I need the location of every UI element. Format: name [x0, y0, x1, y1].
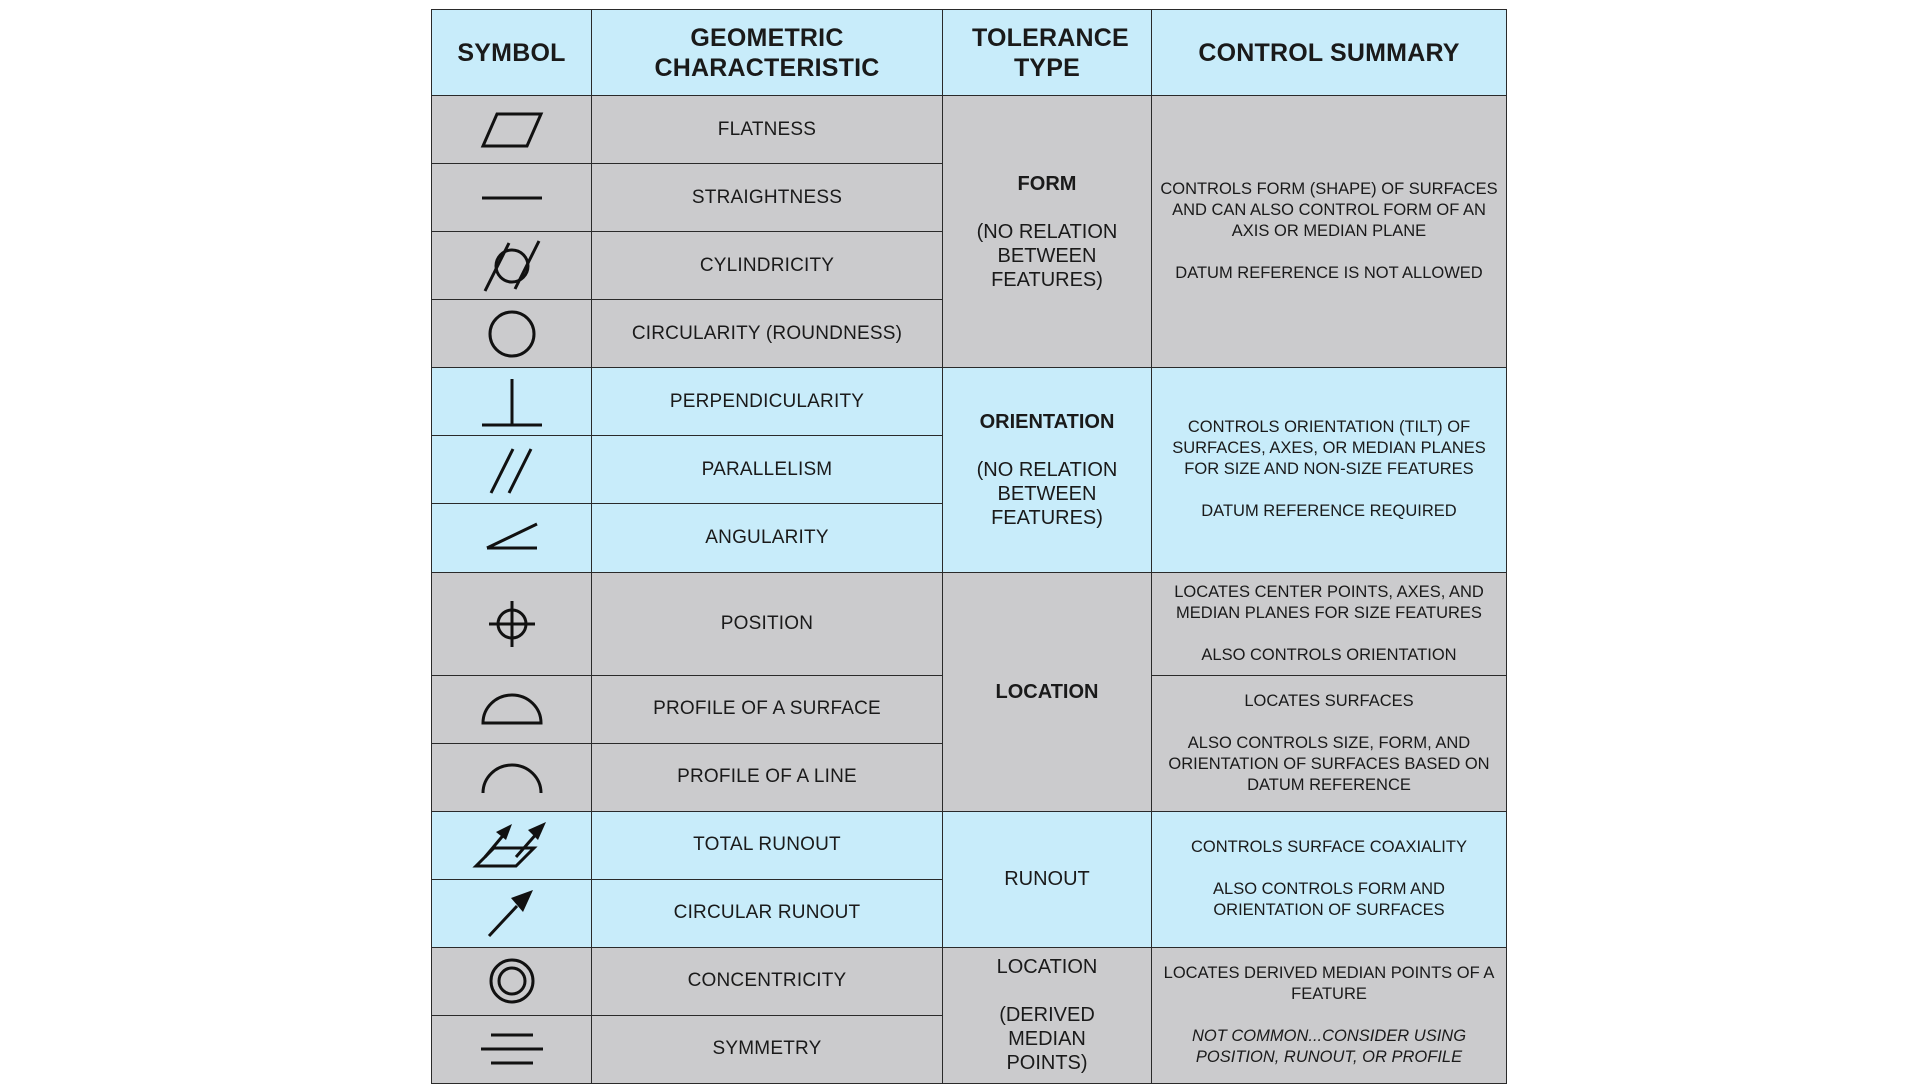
- symbol-cell: [432, 96, 592, 164]
- symbol-cell: [432, 743, 592, 811]
- tolerance-type-location: [943, 572, 1152, 811]
- symbol-cell: [432, 572, 592, 675]
- tolerance-type-location-label: LOCATION: [995, 680, 1099, 703]
- cylindricity-icon: [477, 239, 547, 293]
- control-summary-derived-location-text: LOCATES DERIVED MEDIAN POINTS OF A FEATURE: [1163, 963, 1495, 1003]
- gdt-symbols-table: [431, 9, 1507, 1084]
- characteristic-symmetry: SYMMETRY: [592, 1015, 943, 1083]
- table-row: [432, 572, 1507, 675]
- symbol-cell: [432, 1015, 592, 1083]
- header-characteristic: GEOMETRIC CHARACTERISTIC: [592, 10, 943, 96]
- characteristic-perpendicularity: PERPENDICULARITY: [592, 368, 943, 436]
- control-summary-profile-text: LOCATES SURFACES: [1244, 691, 1414, 710]
- characteristic-angularity: ANGULARITY: [592, 504, 943, 572]
- symbol-cell: [432, 811, 592, 879]
- characteristic-circularity: CIRCULARITY (ROUNDNESS): [592, 300, 943, 368]
- flatness-icon: [477, 110, 547, 150]
- tolerance-type-runout-label: RUNOUT: [1004, 868, 1090, 891]
- tolerance-type-derived-location-label: LOCATION: [996, 956, 1098, 979]
- symmetry-icon: [477, 1029, 547, 1069]
- header-symbol: SYMBOL: [432, 10, 592, 96]
- symbol-cell: [432, 879, 592, 947]
- table-row: [432, 368, 1507, 436]
- control-summary-derived-location-note: NOT COMMON...CONSIDER USING POSITION, RUNOUT, OR PROFILE: [1191, 1026, 1467, 1066]
- characteristic-position: POSITION: [592, 572, 943, 675]
- symbol-cell: [432, 504, 592, 572]
- tolerance-type-form: [943, 96, 1152, 368]
- profile-of-a-surface-icon: [477, 689, 547, 729]
- control-summary-form: [1152, 96, 1507, 368]
- symbol-cell: [432, 164, 592, 232]
- tolerance-type-derived-location-note: (DERIVED MEDIAN POINTS): [999, 1004, 1095, 1075]
- header-row: [432, 10, 1507, 96]
- symbol-cell: [432, 300, 592, 368]
- control-summary-profile-size: ALSO CONTROLS SIZE, FORM, AND ORIENTATION OF SURFACES BASED ON DATUM REFERENCE: [1168, 733, 1490, 794]
- control-summary-runout-text: CONTROLS SURFACE COAXIALITY: [1191, 838, 1467, 857]
- table-row: [432, 811, 1507, 879]
- control-summary-orientation-datum: DATUM REFERENCE REQUIRED: [1201, 502, 1457, 521]
- characteristic-parallelism: PARALLELISM: [592, 436, 943, 504]
- characteristic-straightness: STRAIGHTNESS: [592, 164, 943, 232]
- tolerance-type-orientation-label: ORIENTATION: [979, 410, 1115, 433]
- table-row: [432, 947, 1507, 1015]
- tolerance-type-runout: [943, 811, 1152, 947]
- tolerance-type-orientation-note: (NO RELATION BETWEEN FEATURES): [976, 458, 1118, 529]
- control-summary-form-text: CONTROLS FORM (SHAPE) OF SURFACES AND CAN ALSO CONTROL FORM OF AN AXIS OR MEDIAN PLANE: [1160, 180, 1498, 241]
- tolerance-type-derived-location: [943, 947, 1152, 1083]
- characteristic-concentricity: CONCENTRICITY: [592, 947, 943, 1015]
- control-summary-orientation: [1152, 368, 1507, 572]
- table-row: [432, 96, 1507, 164]
- symbol-cell: [432, 232, 592, 300]
- circularity-icon: [477, 307, 547, 361]
- parallelism-icon: [477, 443, 547, 497]
- angularity-icon: [477, 518, 547, 558]
- perpendicularity-icon: [477, 375, 547, 429]
- control-summary-form-datum: DATUM REFERENCE IS NOT ALLOWED: [1175, 264, 1483, 283]
- straightness-icon: [477, 188, 547, 208]
- characteristic-profile-of-a-line: PROFILE OF A LINE: [592, 743, 943, 811]
- symbol-cell: [432, 368, 592, 436]
- control-summary-runout-form: ALSO CONTROLS FORM AND ORIENTATION OF SURFACES: [1213, 880, 1445, 920]
- control-summary-position-orientation: ALSO CONTROLS ORIENTATION: [1201, 645, 1457, 664]
- symbol-cell: [432, 947, 592, 1015]
- characteristic-profile-of-a-surface: PROFILE OF A SURFACE: [592, 675, 943, 743]
- position-icon: [477, 597, 547, 651]
- tolerance-type-form-note: (NO RELATION BETWEEN FEATURES): [976, 220, 1118, 291]
- control-summary-runout: [1152, 811, 1507, 947]
- characteristic-circular-runout: CIRCULAR RUNOUT: [592, 879, 943, 947]
- concentricity-icon: [477, 954, 547, 1008]
- circular-runout-icon: [477, 886, 547, 940]
- control-summary-profile: [1152, 675, 1507, 811]
- tolerance-type-orientation: [943, 368, 1152, 572]
- control-summary-position-text: LOCATES CENTER POINTS, AXES, AND MEDIAN PLANES FOR SIZE FEATURES: [1174, 582, 1484, 622]
- symbol-cell: [432, 675, 592, 743]
- profile-of-a-line-icon: [477, 757, 547, 797]
- symbol-cell: [432, 436, 592, 504]
- control-summary-orientation-text: CONTROLS ORIENTATION (TILT) OF SURFACES, AXES, OR MEDIAN PLANES FOR SIZE AND NON-SIZE FEATURES: [1172, 418, 1486, 479]
- characteristic-cylindricity: CYLINDRICITY: [592, 232, 943, 300]
- control-summary-position: [1152, 572, 1507, 675]
- control-summary-derived-location: [1152, 947, 1507, 1083]
- characteristic-flatness: FLATNESS: [592, 96, 943, 164]
- total-runout-icon: [472, 818, 552, 872]
- characteristic-total-runout: TOTAL RUNOUT: [592, 811, 943, 879]
- header-tolerance-type: TOLERANCE TYPE: [943, 10, 1152, 96]
- tolerance-type-form-label: FORM: [1017, 172, 1077, 195]
- header-control-summary: CONTROL SUMMARY: [1152, 10, 1507, 96]
